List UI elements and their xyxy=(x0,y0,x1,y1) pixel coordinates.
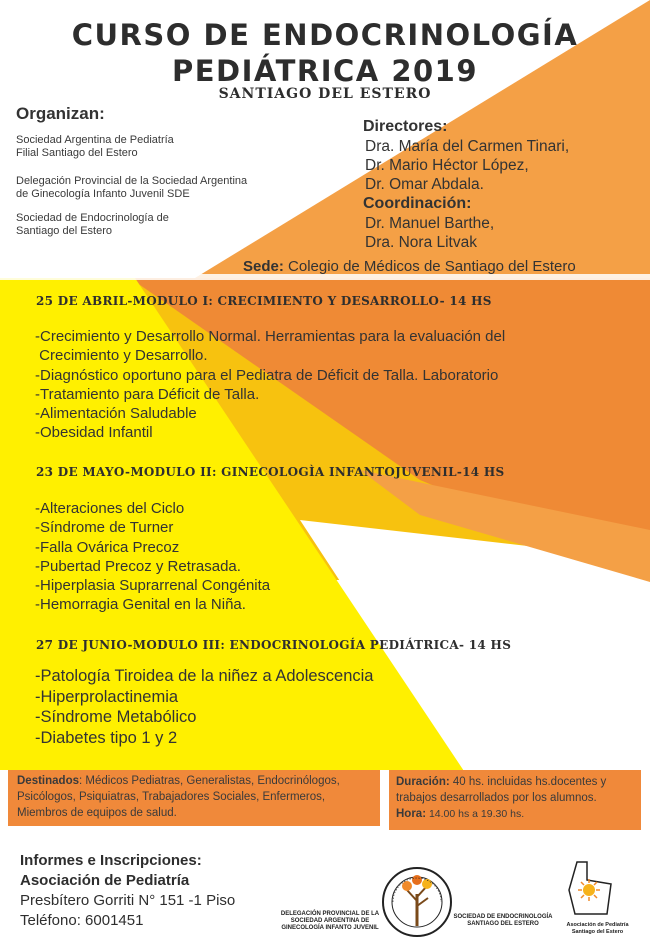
topic-item: -Obesidad Infantil xyxy=(35,424,153,442)
endocrinologia-logo-text: SOCIEDAD DE ENDOCRINOLOGÍA SANTIAGO DEL ESTERO xyxy=(453,914,553,927)
module-3-topics xyxy=(35,666,373,748)
pediatria-map-icon xyxy=(567,860,615,916)
contact-phone: Teléfono: 6001451 xyxy=(20,912,144,929)
organizer-item: Delegación Provincial de la Sociedad Argentina de Ginecología Infanto Juvenil SDE xyxy=(16,175,248,200)
audience-label: Destinados xyxy=(17,775,79,787)
venue-value: Colegio de Médicos de Santiago del Estero xyxy=(288,258,576,275)
topic-item: -Crecimiento y Desarrollo Normal. Herramientas para la evaluación del xyxy=(35,328,506,345)
topic-item: -Diabetes tipo 1 y 2 xyxy=(35,728,178,747)
topic-item: -Patología Tiroidea de la niñez a Adolescencia xyxy=(35,667,374,685)
topic-item: -Pubertad Precoz y Retrasada. xyxy=(35,557,241,575)
duration-label: Duración: xyxy=(396,776,450,788)
topic-item: -Tratamiento para Déficit de Talla. xyxy=(35,385,260,403)
topic-item: -Hiperprolactinemia xyxy=(35,687,179,706)
module-1-heading: 25 DE ABRIL-MODULO I: CRECIMIENTO Y DESARROLLO- 14 HS xyxy=(36,294,492,308)
topic-item: -Síndrome Metabólico xyxy=(35,708,197,726)
topic-item: -Hemorragia Genital en la Niña. xyxy=(35,596,246,614)
course-city: SANTIAGO DEL ESTERO xyxy=(218,86,432,102)
module-3-heading: 27 DE JUNIO-MODULO III: ENDOCRINOLOGÍA PEDIÁTRICA- 14 HS xyxy=(36,638,512,652)
contact-address: Presbítero Gorriti N° 151 -1 Piso xyxy=(20,892,236,909)
coordinator-name: Dra. Nora Litvak xyxy=(365,234,477,251)
contact-org: Asociación de Pediatría xyxy=(20,872,190,889)
organizer-item: Sociedad de Endocrinología de Santiago del Estero xyxy=(16,212,169,237)
module-2-topics xyxy=(35,499,270,615)
director-name: Dra. María del Carmen Tinari, xyxy=(365,138,570,155)
topic-item: -Diagnóstico oportuno para el Pediatra de Déficit de Talla. Laboratorio xyxy=(35,366,499,384)
ginecologia-seal-icon xyxy=(381,866,453,938)
ginecologia-logo-text: DELEGACIÓN PROVINCIAL DE LA SOCIEDAD ARGENTINA DE GINECOLOGÍA INFANTO JUVENIL xyxy=(280,911,380,931)
organizer-item: Sociedad Argentina de Pediatría Filial Santiago del Estero xyxy=(16,134,174,159)
venue-line xyxy=(243,258,576,275)
duration-box xyxy=(389,770,641,830)
venue-label: Sede: xyxy=(243,258,284,275)
topic-item: -Alteraciones del Ciclo xyxy=(35,500,185,517)
duration-text: 40 hs. incluidas hs.docentes y trabajos desarrollados por los alumnos. xyxy=(396,776,607,804)
topic-item: -Síndrome de Turner xyxy=(35,519,174,537)
audience-box xyxy=(8,770,380,826)
coordinator-name: Dr. Manuel Barthe, xyxy=(365,215,495,232)
course-title-line1: CURSO DE ENDOCRINOLOGÍA xyxy=(71,18,579,52)
topic-item: -Hiperplasia Suprarrenal Congénita xyxy=(35,577,271,595)
topic-item: -Falla Ovárica Precoz xyxy=(35,538,180,556)
module-1-topics xyxy=(35,327,505,443)
course-title-line2: PEDIÁTRICA 2019 xyxy=(171,54,479,88)
topic-item: Crecimiento y Desarrollo. xyxy=(35,347,208,365)
director-name: Dr. Omar Abdala. xyxy=(365,176,484,193)
coordination-heading: Coordinación: xyxy=(363,195,472,212)
audience-text: : Médicos Pediatras, Generalistas, Endocrinólogos, Psicólogos, Psiquiatras, Trabajadores Sociales, Enfermeros, Miembros de equipos de salud. xyxy=(17,775,340,819)
organizers-heading: Organizan: xyxy=(16,104,105,123)
hours-label: Hora: xyxy=(396,808,427,820)
directors-heading: Directores: xyxy=(363,118,448,135)
topic-item: -Alimentación Saludable xyxy=(35,405,197,423)
pediatria-logo-text: Asociación de Pediatría Santiago del Estero xyxy=(566,922,629,935)
director-name: Dr. Mario Héctor López, xyxy=(365,157,529,174)
module-2-heading: 23 DE MAYO-MODULO II: GINECOLOGÌA INFANTOJUVENIL-14 HS xyxy=(36,465,505,479)
contact-heading: Informes e Inscripciones: xyxy=(20,852,202,869)
hours-text: 14.00 hs a 19.30 hs. xyxy=(426,808,525,820)
